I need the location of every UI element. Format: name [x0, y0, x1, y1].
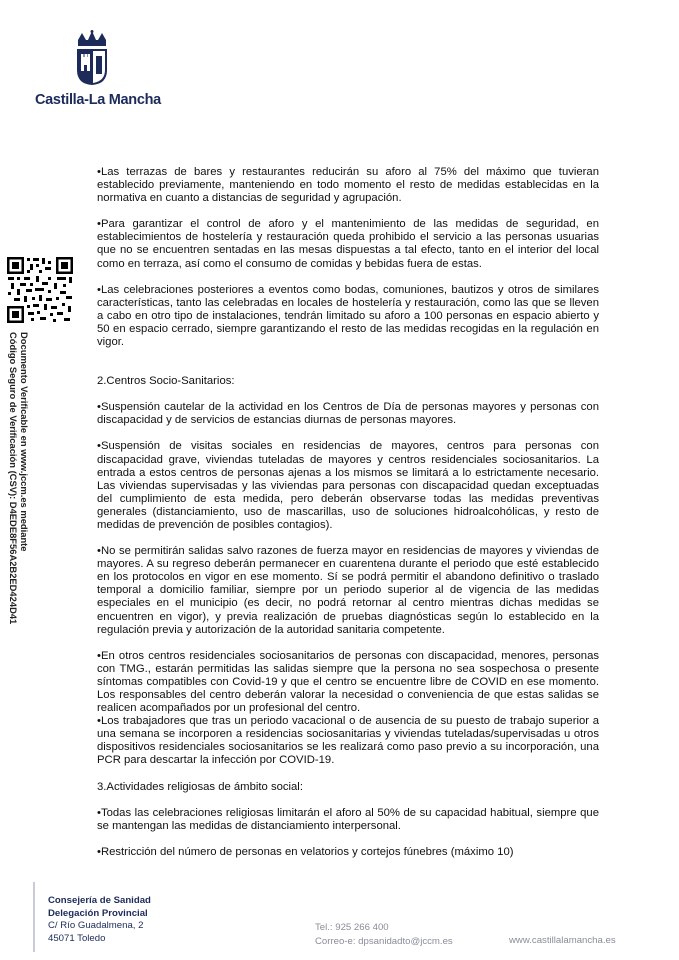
verification-sidebar — [0, 332, 30, 650]
paragraph: •En otros centros residenciales sociosanitarios de personas con discapacidad, menores, personas con TMG., estarán permitidas las salidas siempre que la persona no sea sospechosa o presente síntomas compatibles con Covid-19 y que el centro se encuentre libre de COVID en ese momento. Los responsables del centro deberán valorar la necesidad o conveniencia de que estas salidas se realicen acompañados por un profesional del centro. — [97, 649, 599, 715]
footer-contact — [315, 921, 453, 949]
paragraph: •Los trabajadores que tras un periodo vacacional o de ausencia de su puesto de trabajo superior a una semana se incorporen a residencias sociosanitarias y viviendas tuteladas/supervisadas u otros dispositivos residenciales sociosanitarios se les realizará como paso previo a su incorporación, una PCR para descartar la infección por COVID-19. — [97, 715, 599, 767]
qr-code-icon — [6, 256, 74, 324]
paragraph: •Todas las celebraciones religiosas limitarán el aforo al 50% de su capacidad habitual, siempre que se mantengan las medidas de distanciamiento interpersonal. — [97, 806, 599, 832]
paragraph: •Suspensión de visitas sociales en residencias de mayores, centros para personas con discapacidad grave, viviendas tuteladas de mayores y centros residenciales sociosanitarios. La entrada a estos centros de personas ajenas a los mismos se limitará a lo estrictamente necesario. Las viviendas supervisadas y las viviendas para personas con discapacidad quedan exceptuadas del cumplimiento de esta medida, pero deberán observarse todas las medidas preventivas generales (distanciamiento, uso de mascarillas, uso de soluciones hidroalcohólicas, y resto de medidas de prevención de posibles contagios). — [97, 440, 599, 531]
footer-city: 45071 Toledo — [48, 932, 106, 944]
footer-website-link[interactable]: www.castillalamancha.es — [509, 935, 616, 946]
footer-office: Delegación Provincial — [48, 907, 148, 919]
paragraph: •Para garantizar el control de aforo y el mantenimiento de las medidas de seguridad, en establecimientos de hostelería y restauración queda prohibido el servicio a las personas usuarias que no se encuentren sentadas en las mesas dispuestas a tal efecto, tanto en el interior del local como en terraza, así como el consumo de comidas y bebidas fuera de estas. — [97, 218, 599, 270]
footer-phone: Tel.: 925 266 400 — [315, 922, 389, 933]
paragraph: •Suspensión cautelar de la actividad en los Centros de Día de personas mayores y personas con discapacidad y de servicios de estancias diurnas de personas mayores. — [97, 401, 599, 427]
paragraph: •Las terrazas de bares y restaurantes reducirán su aforo al 75% del máximo que tuvieran establecido previamente, manteniendo en todo momento el resto de medidas establecidas en la normativa en cuanto a distancias de seguridad y agrupación. — [97, 166, 599, 205]
footer-email: Correo-e: dpsanidadto@jccm.es — [315, 936, 453, 947]
paragraph: •Las celebraciones posteriores a eventos como bodas, comuniones, bautizos y otros de similares características, tanto las celebradas en locales de hostelería y restauración, como las que se lleven a cabo en otro tipo de instalaciones, tendrán limitado su aforo a 100 personas en espacio abierto y 50 en espacio cerrado, siempre garantizando el resto de las medidas recogidas en la regulación en vigor. — [97, 283, 599, 349]
verification-line-2: Código Seguro de Verificación (CSV): D4EDE8F56A2B2ED424D41 — [8, 332, 19, 625]
document-body — [97, 166, 599, 872]
section-heading-3: 3.Actividades religiosas de ámbito social: — [97, 780, 303, 793]
paragraph: •Restricción del número de personas en velatorios y cortejos fúnebres (máximo 10) — [97, 845, 514, 858]
footer-department: Consejería de Sanidad — [48, 895, 151, 906]
verification-line-1: Documento Verificable en www.jccm.es mediante — [19, 332, 30, 552]
footer-divider — [33, 882, 35, 952]
coat-of-arms-icon — [74, 30, 110, 86]
paragraph: •No se permitirán salidas salvo razones de fuerza mayor en residencias de mayores y viviendas de mayores. A su regreso deberán permanecer en cuarentena durante el periodo que esté establecido en los protocolos en vigor en ese momento. Sí se podrá permitir el abandono definitivo o traslado temporal a domicilio familiar, siempre por un periodo superior al de vigencia de las medidas especiales en el municipio (es decir, no podrá retornar al centro mientras dichas medidas se encuentren en vigor), y previa realización de pruebas diagnósticas según lo establecido en la regulación previa y autorización de la autoridad sanitaria competente. — [97, 545, 599, 636]
section-heading-2: 2.Centros Socio-Sanitarios: — [97, 375, 235, 388]
castilla-la-mancha-logo — [30, 30, 161, 112]
footer-street: C/ Río Guadalmena, 2 — [48, 920, 144, 932]
footer-address — [48, 895, 151, 945]
logo-text: Castilla-La Mancha — [35, 92, 161, 108]
